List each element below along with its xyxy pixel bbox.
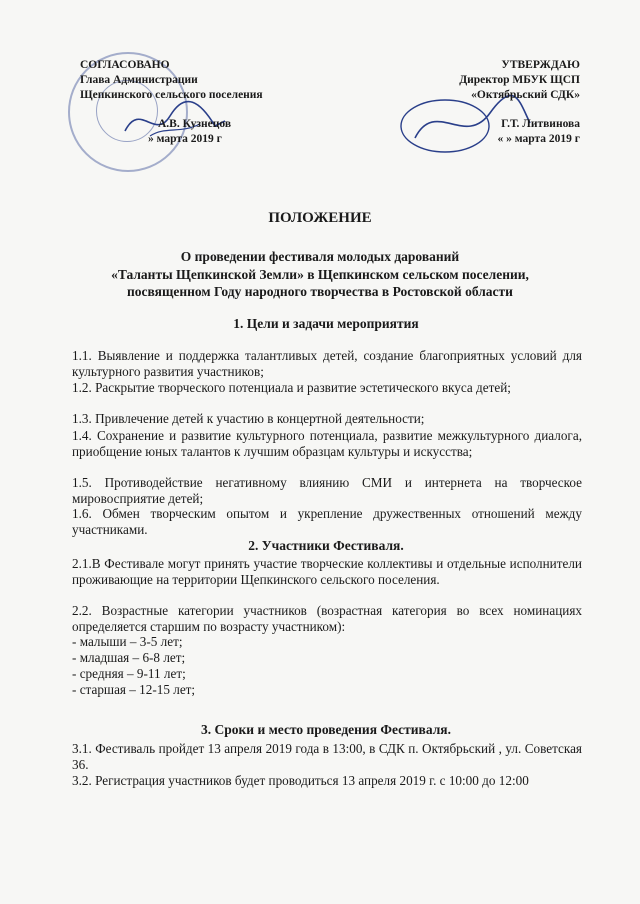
section-1-item: 1.2. Раскрытие творческого потенциала и развитие эстетического вкуса детей; <box>72 380 511 395</box>
section-2-item: 2.1.В Фестивале могут принять участие творческие коллективы и отдельные исполнители проживающие на территории Щепкинского сельского поселения. <box>72 556 582 587</box>
age-category: - средняя – 9-11 лет; <box>72 666 186 681</box>
section-1-item: 1.3. Привлечение детей к участию в концертной деятельности; <box>72 411 425 426</box>
approval-right-heading: УТВЕРЖДАЮ <box>501 59 580 71</box>
section-3-item: 3.1. Фестиваль пройдет 13 апреля 2019 года в 13:00, в СДК п. Октябрьский , ул. Советская 36. <box>72 741 582 772</box>
approval-right-position: Директор МБУК ЩСП <box>459 74 580 86</box>
subtitle-line: О проведении фестиваля молодых дарований <box>180 249 460 264</box>
approval-left-position: Глава Администрации <box>80 74 198 86</box>
document-title: ПОЛОЖЕНИЕ <box>268 210 372 226</box>
age-category: - младшая – 6-8 лет; <box>72 650 186 665</box>
section-1-item: 1.6. Обмен творческим опытом и укрепление дружественных отношений между участниками. <box>72 506 582 537</box>
approval-left-date: » марта 2019 г <box>148 133 222 145</box>
section-3-item: 3.2. Регистрация участников будет проводиться 13 апреля 2019 г. с 10:00 до 12:00 <box>72 773 529 788</box>
approval-block-left <box>80 58 320 147</box>
subtitle-line: посвященном Году народного творчества в Ростовской области <box>127 284 513 299</box>
subtitle-line: «Таланты Щепкинской Земли» в Щепкинском сельском поселении, <box>111 266 529 282</box>
section-2-heading: 2. Участники Фестиваля. <box>248 538 404 553</box>
section-1-item: 1.5. Противодействие негативному влиянию СМИ и интернета на творческое мировосприятие детей; <box>72 475 582 506</box>
section-2-item: 2.2. Возрастные категории участников (возрастная категория во всех номинациях определяется старшим по возрасту участником): <box>72 603 582 634</box>
approval-block-right <box>360 58 580 147</box>
approval-left-signer: А.В. Кузнецов <box>158 118 232 130</box>
approval-left-heading: СОГЛАСОВАНО <box>80 59 170 71</box>
approval-left-organization: Щепкинского сельского поселения <box>80 89 263 101</box>
approval-right-date: « » марта 2019 г <box>497 133 580 145</box>
section-3-heading: 3. Сроки и место проведения Фестиваля. <box>201 722 451 737</box>
approval-right-organization: «Октябрьский СДК» <box>471 89 580 101</box>
document-subtitle <box>40 248 600 301</box>
section-1-item: 1.1. Выявление и поддержка талантливых детей, создание благоприятных условий для культурного развития участников; <box>72 348 582 379</box>
section-1-heading: 1. Цели и задачи мероприятия <box>233 316 419 331</box>
age-category: - старшая – 12-15 лет; <box>72 682 196 697</box>
age-category: - малыши – 3-5 лет; <box>72 634 183 649</box>
section-1-item: 1.4. Сохранение и развитие культурного потенциала, развитие межкультурного диалога, приобщение юных талантов к лучшим образцам культуры и искусства; <box>72 428 582 459</box>
approval-right-signer: Г.Т. Литвинова <box>501 118 580 130</box>
